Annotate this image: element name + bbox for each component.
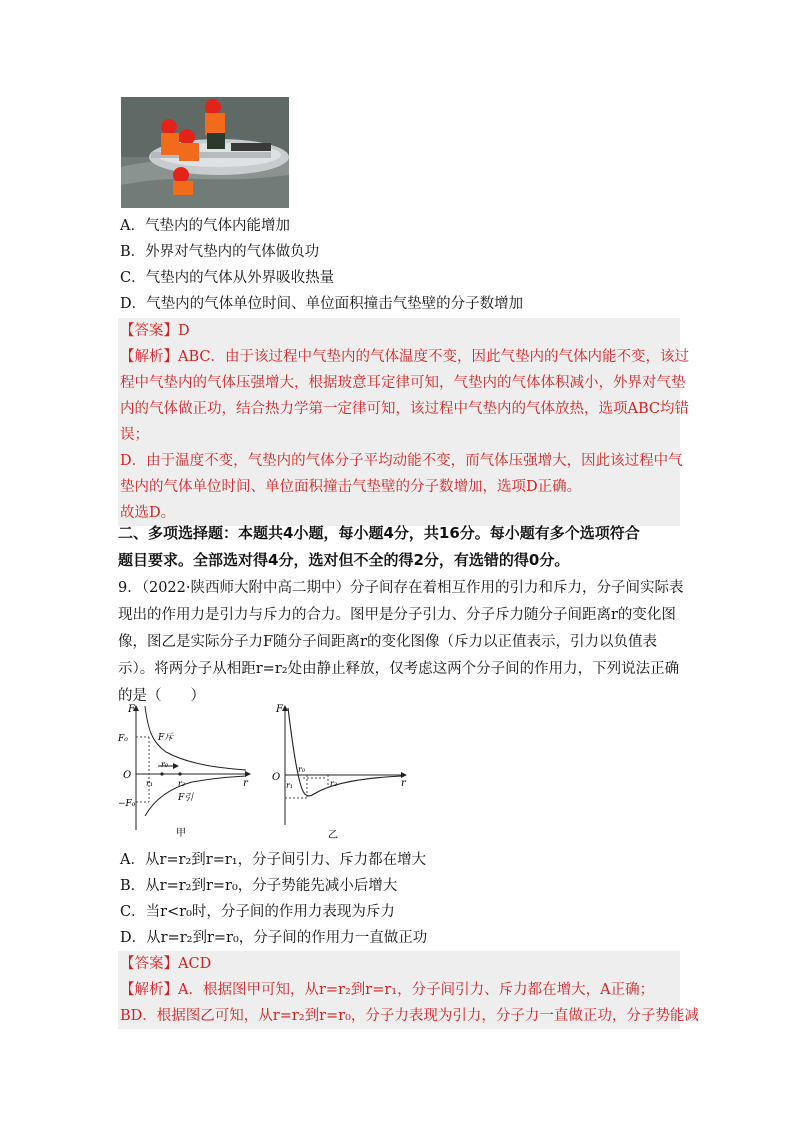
jia-label-F: F [128, 704, 135, 715]
figure-yi [268, 700, 413, 842]
q9-stem-line: 示）。将两分子从相距r=r₂处由静止释放，仅考虑这两个分子间的作用力，下列说法正确 [118, 661, 680, 677]
q9-option-c: C．当r<r₀时，分子间的作用力表现为斥力 [120, 904, 395, 920]
q9-stem-line: 像，图乙是实际分子力F随分子间距离r的变化图像（斥力以正值表示，引力以负值表 [118, 634, 657, 650]
jia-label-r0: r₀ [161, 760, 169, 769]
q8-analysis-line: D．由于温度不变，气垫内的气体分子平均动能不变，而气体压强增大，因此该过程中气 [120, 453, 683, 469]
yi-label-r2: r₂ [330, 779, 338, 788]
q9-analysis-line: BD．根据图乙可知，从r=r₂到r=r₀，分子力表现为引力，分子力一直做正功，分子势能减 [120, 1008, 699, 1024]
q9-stem-line: 9．（2022·陕西师大附中高二期中）分子间存在着相互作用的引力和斥力，分子间实际表 [118, 580, 684, 596]
attraction-curve [145, 776, 246, 816]
q9-analysis-line: 【解析】A．根据图甲可知，从r=r₂到r=r₁，分子间引力、斥力都在增大，A正确； [120, 982, 655, 998]
q8-answer-block [118, 318, 689, 526]
q9-stem-line: 的是（ ） [118, 688, 205, 704]
jia-label-negF0: −F₀ [118, 799, 136, 809]
jia-label-F0: F₀ [118, 734, 128, 744]
net-force-curve [288, 708, 402, 796]
figure-jia [118, 700, 258, 840]
q9-option-a: A．从r=r₂到r=r₁，分子间引力、斥力都在增大 [120, 852, 427, 868]
section2-heading-line1: 二、多项选择题：本题共4小题，每小题4分，共16分。每小题有多个选项符合 [118, 524, 640, 542]
q8-answer: 【答案】D [120, 323, 190, 339]
q8-option-d: D．气垫内的气体单位时间、单位面积撞击气垫壁的分子数增加 [120, 296, 524, 312]
q8-analysis-line: 垫内的气体单位时间、单位面积撞击气垫壁的分子数增加，选项D正确。 [120, 479, 582, 495]
q9-stem-line: 现出的作用力是引力与斥力的合力。图甲是分子引力、分子斥力随分子间距离r的变化图 [118, 607, 676, 623]
yi-label-r: r [401, 778, 406, 789]
q9-answer: 【答案】ACD [120, 956, 212, 972]
q8-analysis-line: 内的气体做正功，结合热力学第一定律可知，该过程中气垫内的气体放热，选项ABC均错 [120, 401, 689, 417]
jia-label-O: O [123, 770, 132, 781]
q8-analysis-line: 程中气垫内的气体压强增大，根据玻意耳定律可知，气垫内的气体体积减小，外界对气垫 [120, 375, 686, 391]
jia-caption: 甲 [176, 828, 186, 839]
jia-label-Fyin: F引 [178, 793, 194, 803]
q9-answer-block [118, 951, 699, 1029]
q8-analysis-line: 故选D。 [120, 505, 176, 521]
q8-option-a: A．气垫内的气体内能增加 [120, 218, 290, 234]
jia-label-r2: r₂ [178, 779, 186, 788]
r2-point [178, 772, 181, 775]
yi-label-r0: r₀ [298, 765, 306, 774]
jia-label-r: r [243, 778, 248, 789]
yi-label-F: F [276, 704, 283, 715]
yi-label-O: O [272, 772, 281, 783]
q9-option-d: D．从r=r₂到r=r₀，分子间的作用力一直做正功 [120, 930, 428, 946]
q8-analysis-line: 【解析】ABC．由于该过程中气垫内的气体温度不变，因此气垫内的气体内能不变，该过 [120, 349, 689, 365]
rescue-photo [121, 97, 289, 208]
jia-label-r1: r₁ [146, 779, 154, 788]
section2-heading-line2: 题目要求。全部选对得4分，选对但不全的得2分，有选错的得0分。 [118, 551, 570, 569]
q8-analysis-line: 误； [120, 427, 149, 443]
q9-option-b: B．从r=r₂到r=r₀，分子势能先减小后增大 [120, 878, 398, 894]
r0-point [160, 772, 163, 775]
yi-caption: 乙 [328, 830, 338, 841]
q8-option-c: C．气垫内的气体从外界吸收热量 [120, 270, 335, 286]
q8-option-b: B．外界对气垫内的气体做负功 [120, 244, 320, 260]
yi-label-r1: r₁ [286, 781, 294, 790]
jia-label-Fchi: F斥 [158, 733, 174, 743]
